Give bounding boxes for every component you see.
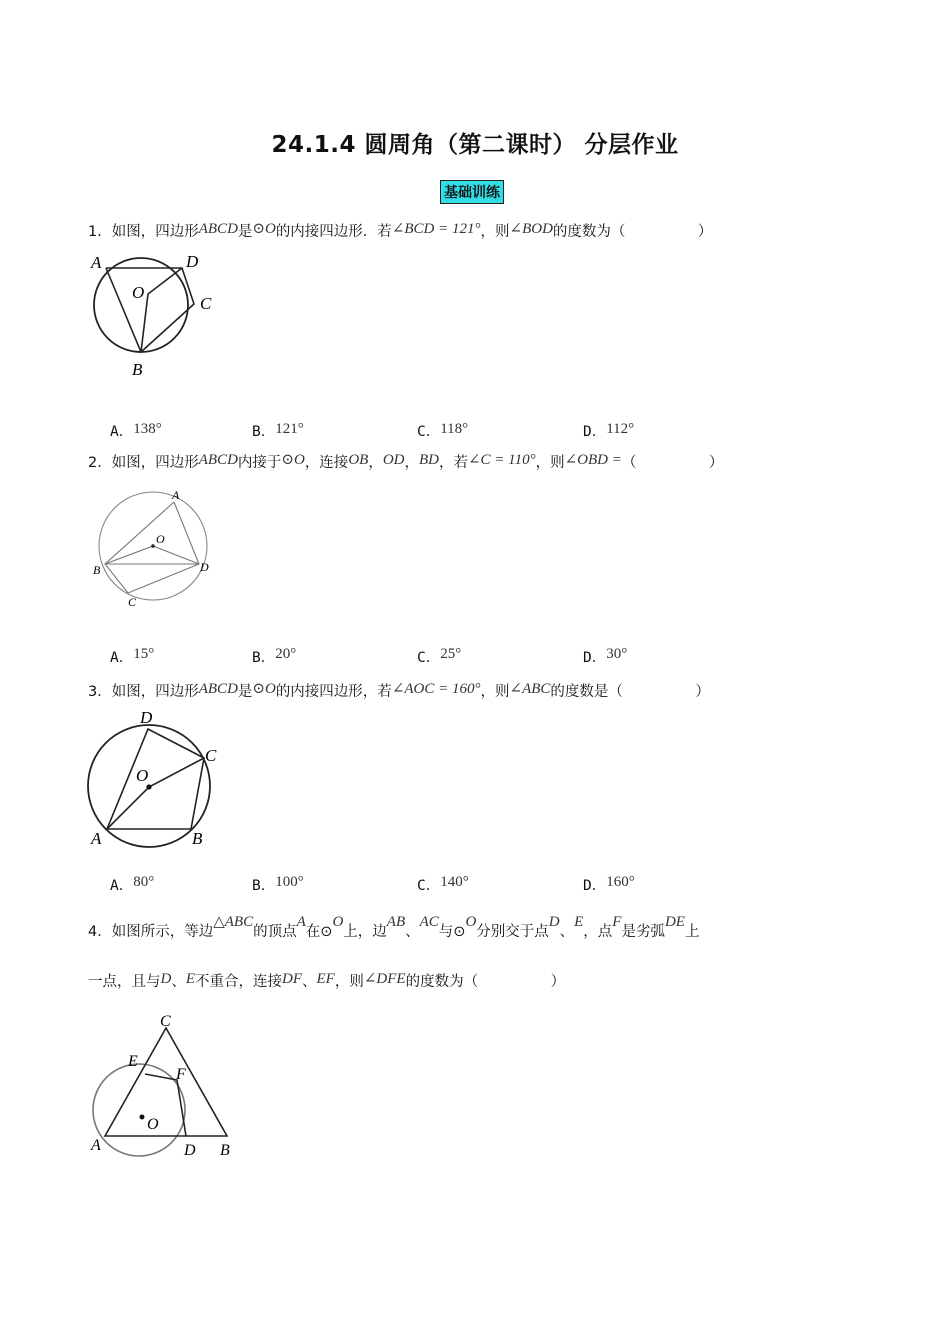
q2-condition: ∠C = 110° [467, 452, 536, 468]
q2-bd: BD [418, 452, 439, 468]
q4-label-f: F [176, 1066, 186, 1083]
q4-o2: O [465, 914, 477, 930]
q2-radii [105, 546, 199, 564]
q4-center-dot [140, 1115, 145, 1120]
q2-option-c-value: 25° [440, 646, 462, 662]
q1-option-b-label: B． [252, 424, 276, 440]
q3-quad: ABCD [198, 681, 238, 697]
q3-t2: 是 [237, 684, 253, 700]
q3-option-b-label: B． [252, 878, 276, 894]
q1-condition: ∠BCD = 121° [391, 221, 481, 237]
question-1-text [88, 220, 712, 241]
q3-option-a-label: A． [110, 878, 134, 894]
q2-label-o: O [156, 532, 165, 546]
question-3-text [88, 680, 710, 701]
q1-option-a-label: A． [110, 424, 134, 440]
q1-option-a-value: 138° [133, 421, 162, 437]
q1-t2: 是 [237, 224, 253, 240]
q2-option-b-label: B． [252, 650, 276, 666]
q3-label-c: C [205, 746, 217, 765]
q1-label-d: D [186, 252, 199, 271]
q4-t9: ，点 [583, 924, 613, 940]
q1-option-b-value: 121° [275, 421, 304, 437]
q3-option-c-label: C． [417, 878, 441, 894]
q1-label-a: A [91, 253, 102, 272]
q4-d: D [548, 914, 560, 930]
q4-l2a: 一点，且与 [88, 974, 161, 990]
q3-label-a: A [91, 829, 102, 848]
q4-ab: AB [386, 914, 406, 930]
q1-option-a[interactable] [110, 420, 162, 441]
q2-label-c: C [128, 595, 137, 609]
q4-t5: 、 [405, 924, 420, 940]
q4-df: DF [282, 971, 303, 987]
q4-circle-shape [93, 1064, 185, 1156]
q4-a: A [296, 914, 306, 930]
q2-t2: 内接于 [237, 455, 282, 471]
q2-t5: ，则 [535, 455, 565, 471]
q1-label-b: B [132, 360, 143, 379]
q2-circle: ⊙O [281, 452, 305, 468]
q3-number: 3．如图，四边形 [88, 684, 199, 700]
q3-option-a[interactable] [110, 874, 154, 895]
q4-t2: 的顶点 [253, 924, 297, 940]
q4-triangle: △ABC [213, 914, 254, 930]
q2-sep2: ， [404, 455, 419, 471]
q2-figure [88, 486, 218, 612]
q2-t6: （ ） [621, 455, 724, 471]
q4-o1: O [332, 914, 344, 930]
q2-option-b[interactable] [252, 646, 296, 667]
q3-option-d[interactable] [583, 874, 635, 895]
q3-t4: ，则 [480, 684, 510, 700]
q1-circle: ⊙O [252, 221, 276, 237]
q3-t3: 的内接四边形，若 [275, 684, 392, 700]
q2-od: OD [382, 452, 405, 468]
q4-l2end: 的度数为（ ） [405, 974, 566, 990]
q4-label-o: O [147, 1116, 159, 1133]
q2-option-d-label: D． [583, 650, 607, 666]
q2-quad-shape [105, 502, 199, 593]
q3-option-b-value: 100° [275, 874, 304, 890]
q4-ef: EF [316, 971, 335, 987]
q3-option-c-value: 140° [440, 874, 469, 890]
q4-t6: 与⊙ [438, 924, 466, 940]
q2-label-b: B [93, 563, 101, 577]
q3-label-o: O [136, 766, 149, 785]
q1-radii [141, 268, 182, 352]
q4-arc: DE [664, 914, 685, 930]
q1-t5: 的度数为（ ） [552, 224, 713, 240]
q2-option-c[interactable] [417, 646, 461, 667]
question-2-text [88, 451, 723, 472]
q4-label-d: D [184, 1142, 196, 1159]
q4-figure [86, 1008, 246, 1168]
q1-label-o: O [132, 283, 145, 302]
q1-option-d[interactable] [583, 420, 634, 441]
q1-quad: ABCD [198, 221, 238, 237]
q1-option-c-label: C． [417, 424, 441, 440]
q4-f: F [612, 914, 622, 930]
q4-number: 4．如图所示，等边 [88, 924, 214, 940]
q4-label-e: E [128, 1053, 138, 1070]
q3-label-b: B [192, 829, 203, 848]
question-4-line-1 [88, 914, 700, 941]
q1-option-c[interactable] [417, 420, 468, 441]
q2-number: 2．如图，四边形 [88, 455, 199, 471]
q4-l2e: E [185, 971, 196, 987]
page-title: 24.1.4 圆周角（第二课时） 分层作业 [271, 132, 679, 158]
q1-option-d-value: 112° [606, 421, 635, 437]
q3-circle: ⊙O [252, 681, 276, 697]
q3-option-d-label: D． [583, 878, 607, 894]
q3-condition: ∠AOC = 160° [391, 681, 481, 697]
q3-figure [86, 708, 226, 848]
q1-label-c: C [200, 294, 212, 313]
q1-ask: ∠BOD [509, 221, 553, 237]
q1-number: 1．如图，四边形 [88, 224, 199, 240]
q2-option-d-value: 30° [606, 646, 628, 662]
q1-t3: 的内接四边形．若 [275, 224, 392, 240]
q4-l2d: D [160, 971, 172, 987]
q2-option-d[interactable] [583, 646, 627, 667]
q2-center-dot [151, 544, 155, 548]
q4-ac: AC [419, 914, 439, 930]
q2-ob: OB [348, 452, 369, 468]
q3-option-c[interactable] [417, 874, 469, 895]
q2-sep1: ， [368, 455, 383, 471]
q2-label-a: A [172, 488, 180, 502]
question-4-line-2 [88, 970, 565, 991]
q2-option-c-label: C． [417, 650, 441, 666]
q4-t11: 上 [684, 924, 700, 940]
q4-t4: 上，边 [343, 924, 387, 940]
q3-option-a-value: 80° [133, 874, 155, 890]
q3-option-b[interactable] [252, 874, 304, 895]
q2-label-d: D [200, 560, 209, 574]
q4-t3: 在⊙ [305, 924, 333, 940]
q2-option-a[interactable] [110, 646, 154, 667]
q4-l2t: ，则 [334, 974, 364, 990]
q3-ask: ∠ABC [509, 681, 551, 697]
q4-l2s: 、 [302, 974, 317, 990]
q3-center-dot [146, 784, 151, 789]
q2-option-a-label: A． [110, 650, 134, 666]
q2-t3: ，连接 [304, 455, 349, 471]
q4-label-c: C [160, 1013, 171, 1030]
q1-option-d-label: D． [583, 424, 607, 440]
q3-option-d-value: 160° [606, 874, 635, 890]
q3-t5: 的度数是（ ） [550, 684, 710, 700]
q4-ask: ∠DFE [363, 971, 406, 987]
q2-option-b-value: 20° [275, 646, 297, 662]
q2-t4: ，若 [438, 455, 468, 471]
q2-option-a-value: 15° [133, 646, 155, 662]
q4-l2b: 、 [171, 974, 186, 990]
q4-t8: 、 [559, 924, 575, 940]
q1-t4: ，则 [480, 224, 510, 240]
q2-quad: ABCD [198, 452, 238, 468]
q1-figure [86, 248, 226, 380]
q1-option-b[interactable] [252, 420, 304, 441]
q4-triangle-shape [105, 1028, 227, 1136]
section-badge: 基础训练 [440, 180, 504, 204]
q4-label-a: A [91, 1137, 101, 1154]
q3-label-d: D [140, 708, 153, 727]
q2-ask: ∠OBD = [564, 452, 622, 468]
q4-label-b: B [220, 1142, 230, 1159]
q4-e: E [574, 914, 584, 930]
q4-t10: 是劣弧 [621, 924, 665, 940]
q1-option-c-value: 118° [440, 421, 469, 437]
q4-t7: 分别交于点 [476, 924, 549, 940]
q4-l2c: 不重合，连接 [195, 974, 283, 990]
